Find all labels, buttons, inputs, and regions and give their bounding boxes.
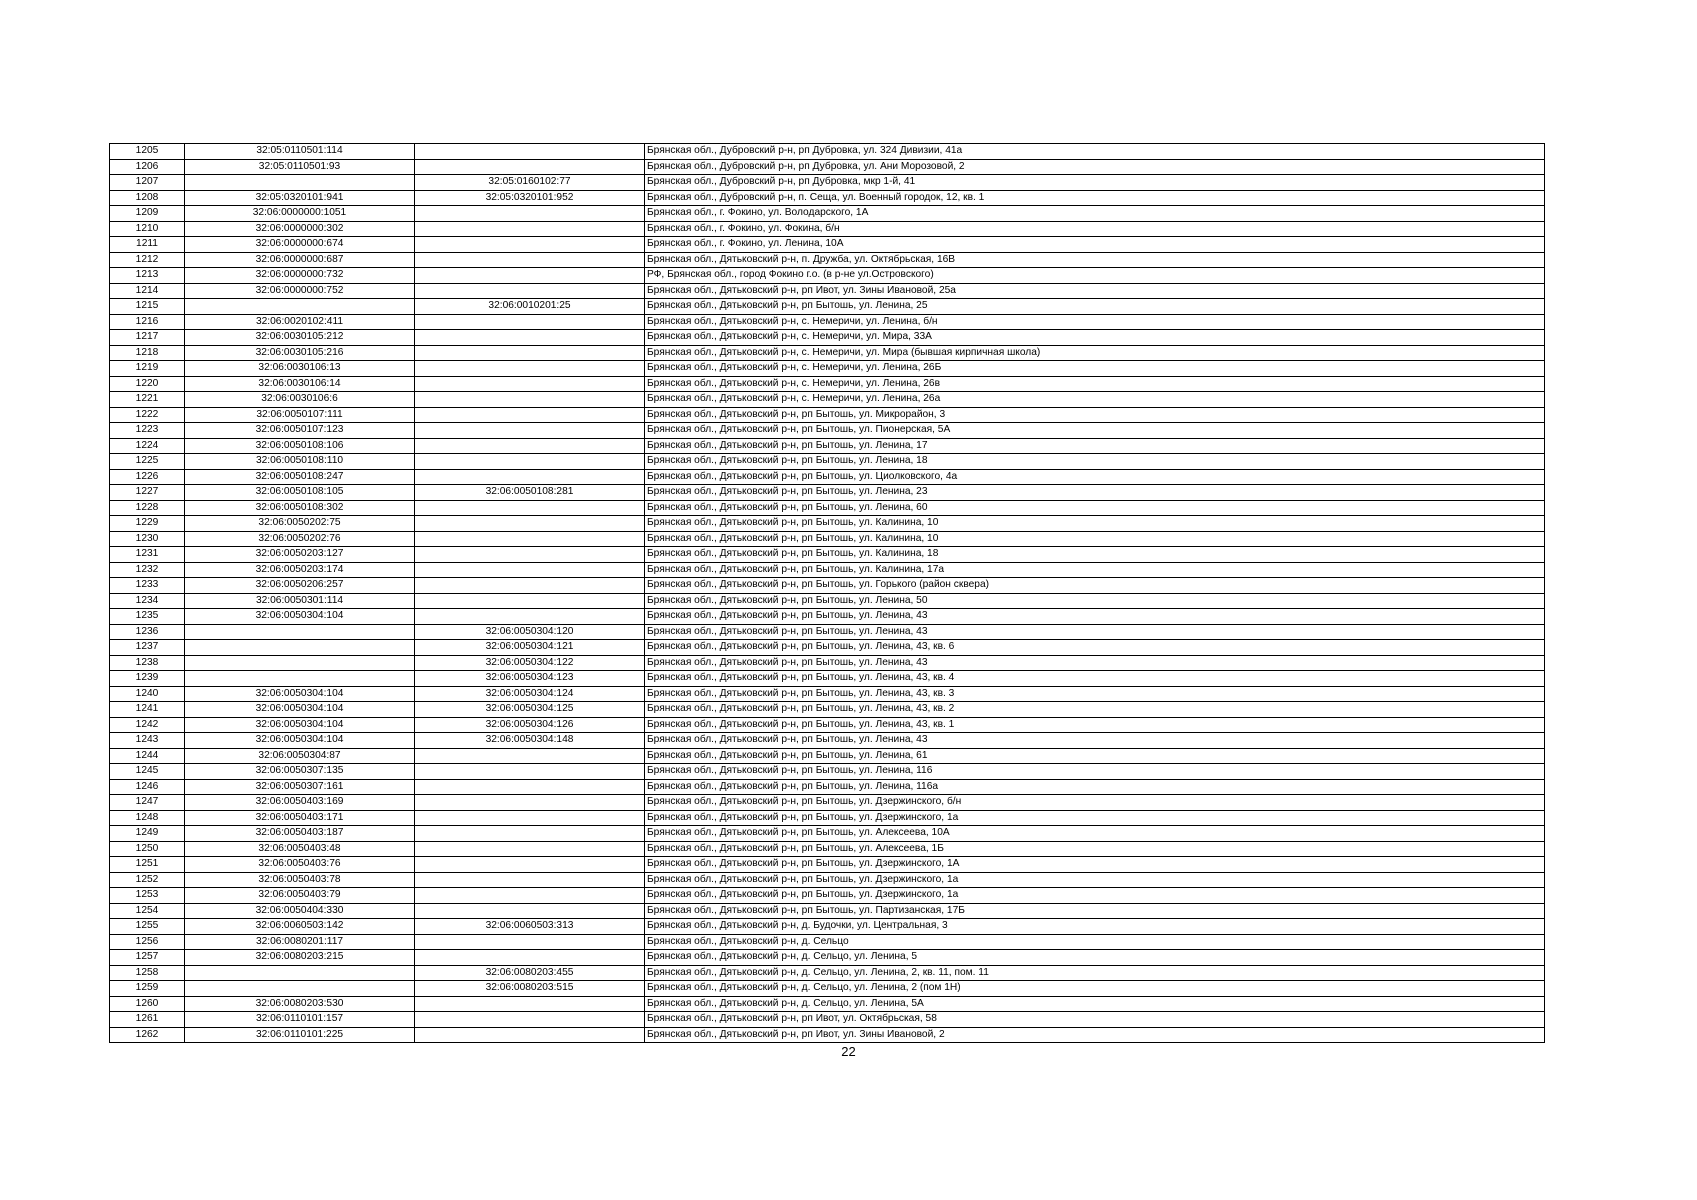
- table-row: [110, 175, 1545, 191]
- cadastral-number-cell: 32:06:0050403:48: [185, 841, 415, 857]
- cadastral-number-cell: 32:05:0110501:93: [185, 159, 415, 175]
- cadastral-number-room-cell: [415, 206, 645, 222]
- row-number-cell: 1247: [110, 795, 185, 811]
- row-number-cell: 1206: [110, 159, 185, 175]
- row-number-cell: 1238: [110, 655, 185, 671]
- address-cell: Брянская обл., Дятьковский р-н, рп Бытошь, ул. Дзержинского, б/н: [645, 795, 1545, 811]
- row-number-cell: 1212: [110, 252, 185, 268]
- row-number-cell: 1218: [110, 345, 185, 361]
- cadastral-number-room-cell: 32:06:0050304:125: [415, 702, 645, 718]
- cadastral-number-cell: 32:06:0000000:302: [185, 221, 415, 237]
- cadastral-number-cell: 32:06:0050202:75: [185, 516, 415, 532]
- address-cell: Брянская обл., Дятьковский р-н, рп Ивот, ул. Зины Ивановой, 2: [645, 1027, 1545, 1043]
- cadastral-number-room-cell: 32:06:0050304:126: [415, 717, 645, 733]
- table-row: [110, 609, 1545, 625]
- cadastral-number-room-cell: 32:06:0010201:25: [415, 299, 645, 315]
- address-cell: Брянская обл., Дятьковский р-н, рп Бытошь, ул. Ленина, 116а: [645, 779, 1545, 795]
- cadastral-number-cell: 32:06:0050304:87: [185, 748, 415, 764]
- address-cell: Брянская обл., Дятьковский р-н, рп Бытошь, ул. Ленина, 50: [645, 593, 1545, 609]
- row-number-cell: 1257: [110, 950, 185, 966]
- cadastral-number-cell: 32:06:0000000:1051: [185, 206, 415, 222]
- cadastral-number-room-cell: [415, 268, 645, 284]
- cadastral-number-cell: 32:06:0020102:411: [185, 314, 415, 330]
- address-cell: Брянская обл., Дятьковский р-н, рп Бытошь, ул. Калинина, 10: [645, 516, 1545, 532]
- cadastral-number-cell: 32:06:0050403:79: [185, 888, 415, 904]
- table-row: [110, 981, 1545, 997]
- table-row: [110, 888, 1545, 904]
- address-cell: Брянская обл., Дятьковский р-н, рп Бытошь, ул. Ленина, 43: [645, 609, 1545, 625]
- cadastral-number-cell: 32:06:0050403:187: [185, 826, 415, 842]
- table-row: [110, 221, 1545, 237]
- row-number-cell: 1211: [110, 237, 185, 253]
- cadastral-number-room-cell: [415, 950, 645, 966]
- cadastral-number-room-cell: [415, 593, 645, 609]
- table-row: [110, 485, 1545, 501]
- address-cell: Брянская обл., Дятьковский р-н, д. Сельцо, ул. Ленина, 5: [645, 950, 1545, 966]
- table-row: [110, 671, 1545, 687]
- cadastral-number-room-cell: [415, 252, 645, 268]
- row-number-cell: 1208: [110, 190, 185, 206]
- row-number-cell: 1244: [110, 748, 185, 764]
- row-number-cell: 1259: [110, 981, 185, 997]
- address-cell: Брянская обл., Дятьковский р-н, с. Немеричи, ул. Мира (бывшая кирпичная школа): [645, 345, 1545, 361]
- cadastral-number-room-cell: [415, 562, 645, 578]
- table-row: [110, 299, 1545, 315]
- cadastral-number-room-cell: [415, 826, 645, 842]
- cadastral-number-cell: [185, 175, 415, 191]
- row-number-cell: 1236: [110, 624, 185, 640]
- address-cell: Брянская обл., Дятьковский р-н, рп Бытошь, ул. Циолковского, 4а: [645, 469, 1545, 485]
- cadastral-number-room-cell: [415, 500, 645, 516]
- cadastral-number-room-cell: [415, 423, 645, 439]
- cadastral-number-cell: 32:06:0000000:732: [185, 268, 415, 284]
- address-cell: Брянская обл., г. Фокино, ул. Фокина, б/н: [645, 221, 1545, 237]
- cadastral-number-cell: 32:06:0050403:171: [185, 810, 415, 826]
- cadastral-number-room-cell: 32:06:0080203:515: [415, 981, 645, 997]
- row-number-cell: 1224: [110, 438, 185, 454]
- row-number-cell: 1240: [110, 686, 185, 702]
- row-number-cell: 1239: [110, 671, 185, 687]
- cadastral-number-room-cell: [415, 330, 645, 346]
- cadastral-number-cell: 32:06:0080203:215: [185, 950, 415, 966]
- address-cell: Брянская обл., Дятьковский р-н, рп Бытошь, ул. Микрорайон, 3: [645, 407, 1545, 423]
- cadastral-number-room-cell: [415, 516, 645, 532]
- row-number-cell: 1214: [110, 283, 185, 299]
- table-row: [110, 206, 1545, 222]
- address-cell: Брянская обл., Дятьковский р-н, рп Бытошь, ул. Ленина, 43: [645, 624, 1545, 640]
- row-number-cell: 1241: [110, 702, 185, 718]
- row-number-cell: 1226: [110, 469, 185, 485]
- row-number-cell: 1215: [110, 299, 185, 315]
- cadastral-number-room-cell: [415, 795, 645, 811]
- row-number-cell: 1210: [110, 221, 185, 237]
- cadastral-number-room-cell: [415, 159, 645, 175]
- table-row: [110, 996, 1545, 1012]
- table-row: [110, 841, 1545, 857]
- row-number-cell: 1251: [110, 857, 185, 873]
- cadastral-number-cell: 32:05:0320101:941: [185, 190, 415, 206]
- address-cell: Брянская обл., Дубровский р-н, рп Дубровка, мкр 1-й, 41: [645, 175, 1545, 191]
- address-cell: Брянская обл., Дятьковский р-н, рп Бытошь, ул. Ленина, 17: [645, 438, 1545, 454]
- cadastral-number-room-cell: 32:06:0050304:122: [415, 655, 645, 671]
- cadastral-number-room-cell: 32:06:0050304:123: [415, 671, 645, 687]
- address-cell: Брянская обл., Дятьковский р-н, рп Бытошь, ул. Дзержинского, 1а: [645, 810, 1545, 826]
- table-row: [110, 857, 1545, 873]
- cadastral-number-cell: 32:06:0030106:6: [185, 392, 415, 408]
- row-number-cell: 1213: [110, 268, 185, 284]
- cadastral-number-cell: 32:06:0050304:104: [185, 686, 415, 702]
- address-cell: Брянская обл., Дятьковский р-н, рп Бытошь, ул. Ленина, 116: [645, 764, 1545, 780]
- table-row: [110, 795, 1545, 811]
- cadastral-number-cell: 32:06:0050307:135: [185, 764, 415, 780]
- address-cell: Брянская обл., Дятьковский р-н, рп Ивот, ул. Октябрьская, 58: [645, 1012, 1545, 1028]
- table-row: [110, 376, 1545, 392]
- address-cell: Брянская обл., г. Фокино, ул. Ленина, 10А: [645, 237, 1545, 253]
- table-row: [110, 500, 1545, 516]
- cadastral-number-cell: 32:06:0050108:110: [185, 454, 415, 470]
- cadastral-number-room-cell: 32:06:0050304:120: [415, 624, 645, 640]
- row-number-cell: 1232: [110, 562, 185, 578]
- cadastral-number-room-cell: 32:06:0050304:148: [415, 733, 645, 749]
- address-cell: Брянская обл., Дятьковский р-н, рп Бытошь, ул. Ленина, 61: [645, 748, 1545, 764]
- cadastral-number-room-cell: [415, 407, 645, 423]
- row-number-cell: 1227: [110, 485, 185, 501]
- table-row: [110, 640, 1545, 656]
- cadastral-number-cell: 32:06:0050108:302: [185, 500, 415, 516]
- cadastral-number-room-cell: 32:06:0060503:313: [415, 919, 645, 935]
- address-cell: Брянская обл., Дятьковский р-н, д. Сельцо, ул. Ленина, 2 (пом 1Н): [645, 981, 1545, 997]
- table-row: [110, 159, 1545, 175]
- cadastral-number-cell: 32:06:0050307:161: [185, 779, 415, 795]
- table-row: [110, 330, 1545, 346]
- cadastral-number-room-cell: [415, 872, 645, 888]
- cadastral-number-room-cell: [415, 764, 645, 780]
- cadastral-number-room-cell: [415, 469, 645, 485]
- row-number-cell: 1242: [110, 717, 185, 733]
- table-row: [110, 314, 1545, 330]
- cadastral-number-room-cell: [415, 361, 645, 377]
- cadastral-number-cell: 32:06:0050404:330: [185, 903, 415, 919]
- cadastral-number-cell: 32:06:0050304:104: [185, 733, 415, 749]
- cadastral-number-room-cell: [415, 857, 645, 873]
- address-cell: Брянская обл., Дятьковский р-н, рп Бытошь, ул. Ленина, 43, кв. 2: [645, 702, 1545, 718]
- row-number-cell: 1235: [110, 609, 185, 625]
- table-row: [110, 190, 1545, 206]
- table-row: [110, 252, 1545, 268]
- cadastral-number-room-cell: [415, 392, 645, 408]
- cadastral-number-room-cell: [415, 779, 645, 795]
- row-number-cell: 1248: [110, 810, 185, 826]
- address-cell: Брянская обл., Дубровский р-н, рп Дубровка, ул. 324 Дивизии, 41а: [645, 144, 1545, 160]
- registry-table: [109, 143, 1545, 1043]
- address-cell: Брянская обл., Дятьковский р-н, д. Сельцо, ул. Ленина, 2, кв. 11, пом. 11: [645, 965, 1545, 981]
- cadastral-number-room-cell: [415, 531, 645, 547]
- address-cell: Брянская обл., Дятьковский р-н, рп Бытошь, ул. Пионерская, 5А: [645, 423, 1545, 439]
- address-cell: Брянская обл., Дятьковский р-н, с. Немеричи, ул. Мира, 33А: [645, 330, 1545, 346]
- table-row: [110, 345, 1545, 361]
- row-number-cell: 1245: [110, 764, 185, 780]
- address-cell: Брянская обл., Дятьковский р-н, рп Бытошь, ул. Ленина, 23: [645, 485, 1545, 501]
- table-row: [110, 1027, 1545, 1043]
- cadastral-number-cell: 32:06:0050108:105: [185, 485, 415, 501]
- row-number-cell: 1223: [110, 423, 185, 439]
- address-cell: Брянская обл., Дятьковский р-н, с. Немеричи, ул. Ленина, 26а: [645, 392, 1545, 408]
- table-row: [110, 531, 1545, 547]
- row-number-cell: 1219: [110, 361, 185, 377]
- table-row: [110, 826, 1545, 842]
- cadastral-number-room-cell: 32:06:0050304:121: [415, 640, 645, 656]
- cadastral-number-room-cell: [415, 888, 645, 904]
- table-row: [110, 779, 1545, 795]
- address-cell: Брянская обл., Дубровский р-н, рп Дубровка, ул. Ани Морозовой, 2: [645, 159, 1545, 175]
- table-row: [110, 454, 1545, 470]
- cadastral-number-room-cell: [415, 903, 645, 919]
- table-row: [110, 748, 1545, 764]
- page-number: 22: [841, 1044, 856, 1059]
- table-row: [110, 392, 1545, 408]
- address-cell: Брянская обл., Дятьковский р-н, д. Сельцо: [645, 934, 1545, 950]
- table-row: [110, 686, 1545, 702]
- address-cell: Брянская обл., Дятьковский р-н, рп Бытошь, ул. Дзержинского, 1а: [645, 872, 1545, 888]
- address-cell: Брянская обл., Дятьковский р-н, рп Бытошь, ул. Ленина, 43, кв. 3: [645, 686, 1545, 702]
- cadastral-number-room-cell: [415, 376, 645, 392]
- cadastral-number-room-cell: [415, 144, 645, 160]
- cadastral-number-cell: 32:06:0050304:104: [185, 717, 415, 733]
- cadastral-number-room-cell: [415, 345, 645, 361]
- address-cell: Брянская обл., Дятьковский р-н, рп Бытошь, ул. Ленина, 25: [645, 299, 1545, 315]
- address-cell: Брянская обл., Дятьковский р-н, рп Бытошь, ул. Ленина, 18: [645, 454, 1545, 470]
- row-number-cell: 1231: [110, 547, 185, 563]
- cadastral-number-cell: 32:06:0050304:104: [185, 609, 415, 625]
- table-row: [110, 919, 1545, 935]
- address-cell: Брянская обл., Дятьковский р-н, д. Сельцо, ул. Ленина, 5А: [645, 996, 1545, 1012]
- cadastral-number-cell: 32:06:0000000:674: [185, 237, 415, 253]
- row-number-cell: 1243: [110, 733, 185, 749]
- cadastral-number-cell: 32:06:0080203:530: [185, 996, 415, 1012]
- table-row: [110, 469, 1545, 485]
- address-cell: Брянская обл., Дятьковский р-н, рп Бытошь, ул. Ленина, 43, кв. 6: [645, 640, 1545, 656]
- cadastral-number-cell: [185, 640, 415, 656]
- cadastral-number-cell: 32:06:0050403:76: [185, 857, 415, 873]
- cadastral-number-cell: 32:06:0080201:117: [185, 934, 415, 950]
- row-number-cell: 1229: [110, 516, 185, 532]
- cadastral-number-room-cell: [415, 996, 645, 1012]
- cadastral-number-cell: 32:06:0050301:114: [185, 593, 415, 609]
- cadastral-number-cell: [185, 624, 415, 640]
- table-row: [110, 655, 1545, 671]
- table-row: [110, 764, 1545, 780]
- cadastral-number-cell: 32:06:0030105:212: [185, 330, 415, 346]
- row-number-cell: 1256: [110, 934, 185, 950]
- table-row: [110, 578, 1545, 594]
- table-row: [110, 872, 1545, 888]
- cadastral-number-cell: [185, 299, 415, 315]
- row-number-cell: 1216: [110, 314, 185, 330]
- row-number-cell: 1254: [110, 903, 185, 919]
- cadastral-number-cell: 32:06:0030106:13: [185, 361, 415, 377]
- cadastral-number-cell: 32:06:0110101:225: [185, 1027, 415, 1043]
- cadastral-number-cell: [185, 655, 415, 671]
- row-number-cell: 1205: [110, 144, 185, 160]
- cadastral-number-cell: 32:06:0050107:111: [185, 407, 415, 423]
- cadastral-number-cell: 32:06:0110101:157: [185, 1012, 415, 1028]
- cadastral-number-cell: 32:06:0030105:216: [185, 345, 415, 361]
- cadastral-number-room-cell: [415, 438, 645, 454]
- registry-table-body: [110, 144, 1545, 1043]
- cadastral-number-cell: 32:06:0050108:247: [185, 469, 415, 485]
- table-row: [110, 237, 1545, 253]
- table-row: [110, 950, 1545, 966]
- row-number-cell: 1253: [110, 888, 185, 904]
- cadastral-number-cell: 32:06:0050107:123: [185, 423, 415, 439]
- cadastral-number-room-cell: [415, 578, 645, 594]
- table-row: [110, 810, 1545, 826]
- address-cell: РФ, Брянская обл., город Фокино г.о. (в р-не ул.Островского): [645, 268, 1545, 284]
- cadastral-number-cell: 32:05:0110501:114: [185, 144, 415, 160]
- row-number-cell: 1255: [110, 919, 185, 935]
- row-number-cell: 1250: [110, 841, 185, 857]
- row-number-cell: 1225: [110, 454, 185, 470]
- table-row: [110, 733, 1545, 749]
- row-number-cell: 1249: [110, 826, 185, 842]
- table-row: [110, 702, 1545, 718]
- table-row: [110, 547, 1545, 563]
- address-cell: Брянская обл., Дятьковский р-н, д. Будочки, ул. Центральная, 3: [645, 919, 1545, 935]
- row-number-cell: 1222: [110, 407, 185, 423]
- address-cell: Брянская обл., Дятьковский р-н, рп Бытошь, ул. Дзержинского, 1а: [645, 888, 1545, 904]
- row-number-cell: 1230: [110, 531, 185, 547]
- cadastral-number-cell: [185, 965, 415, 981]
- table-row: [110, 516, 1545, 532]
- table-row: [110, 438, 1545, 454]
- table-row: [110, 144, 1545, 160]
- address-cell: Брянская обл., Дятьковский р-н, п. Дружба, ул. Октябрьская, 16В: [645, 252, 1545, 268]
- cadastral-number-cell: [185, 671, 415, 687]
- cadastral-number-room-cell: [415, 314, 645, 330]
- row-number-cell: 1234: [110, 593, 185, 609]
- address-cell: Брянская обл., Дятьковский р-н, с. Немеричи, ул. Ленина, 26Б: [645, 361, 1545, 377]
- cadastral-number-cell: 32:06:0050108:106: [185, 438, 415, 454]
- row-number-cell: 1217: [110, 330, 185, 346]
- cadastral-number-cell: 32:06:0050403:78: [185, 872, 415, 888]
- address-cell: Брянская обл., Дятьковский р-н, рп Бытошь, ул. Ленина, 43, кв. 4: [645, 671, 1545, 687]
- row-number-cell: 1220: [110, 376, 185, 392]
- address-cell: Брянская обл., Дятьковский р-н, рп Бытошь, ул. Калинина, 17а: [645, 562, 1545, 578]
- cadastral-number-room-cell: 32:05:0160102:77: [415, 175, 645, 191]
- cadastral-number-cell: 32:06:0050304:104: [185, 702, 415, 718]
- address-cell: Брянская обл., Дятьковский р-н, рп Бытошь, ул. Ленина, 43: [645, 733, 1545, 749]
- row-number-cell: 1258: [110, 965, 185, 981]
- table-row: [110, 562, 1545, 578]
- table-row: [110, 407, 1545, 423]
- table-row: [110, 593, 1545, 609]
- address-cell: Брянская обл., Дятьковский р-н, рп Бытошь, ул. Дзержинского, 1А: [645, 857, 1545, 873]
- row-number-cell: 1233: [110, 578, 185, 594]
- cadastral-number-room-cell: [415, 1012, 645, 1028]
- cadastral-number-cell: [185, 981, 415, 997]
- address-cell: Брянская обл., Дятьковский р-н, рп Бытошь, ул. Партизанская, 17Б: [645, 903, 1545, 919]
- address-cell: Брянская обл., Дятьковский р-н, рп Бытошь, ул. Калинина, 18: [645, 547, 1545, 563]
- cadastral-number-room-cell: [415, 221, 645, 237]
- row-number-cell: 1260: [110, 996, 185, 1012]
- row-number-cell: 1246: [110, 779, 185, 795]
- cadastral-number-cell: 32:06:0050202:76: [185, 531, 415, 547]
- table-row: [110, 268, 1545, 284]
- cadastral-number-room-cell: [415, 237, 645, 253]
- address-cell: Брянская обл., Дятьковский р-н, с. Немеричи, ул. Ленина, 26в: [645, 376, 1545, 392]
- cadastral-number-cell: 32:06:0050206:257: [185, 578, 415, 594]
- table-row: [110, 624, 1545, 640]
- address-cell: Брянская обл., Дятьковский р-н, с. Немеричи, ул. Ленина, б/н: [645, 314, 1545, 330]
- address-cell: Брянская обл., г. Фокино, ул. Володарского, 1А: [645, 206, 1545, 222]
- row-number-cell: 1252: [110, 872, 185, 888]
- address-cell: Брянская обл., Дятьковский р-н, рп Бытошь, ул. Алексеева, 1Б: [645, 841, 1545, 857]
- address-cell: Брянская обл., Дятьковский р-н, рп Бытошь, ул. Калинина, 10: [645, 531, 1545, 547]
- cadastral-number-room-cell: [415, 841, 645, 857]
- cadastral-number-cell: 32:06:0050403:169: [185, 795, 415, 811]
- address-cell: Брянская обл., Дятьковский р-н, рп Бытошь, ул. Горького (район сквера): [645, 578, 1545, 594]
- cadastral-number-room-cell: [415, 748, 645, 764]
- cadastral-number-room-cell: 32:06:0050304:124: [415, 686, 645, 702]
- row-number-cell: 1262: [110, 1027, 185, 1043]
- cadastral-number-cell: 32:06:0060503:142: [185, 919, 415, 935]
- cadastral-number-room-cell: [415, 283, 645, 299]
- table-row: [110, 283, 1545, 299]
- cadastral-number-room-cell: 32:06:0080203:455: [415, 965, 645, 981]
- address-cell: Брянская обл., Дубровский р-н, п. Сеща, ул. Военный городок, 12, кв. 1: [645, 190, 1545, 206]
- row-number-cell: 1221: [110, 392, 185, 408]
- row-number-cell: 1261: [110, 1012, 185, 1028]
- table-row: [110, 934, 1545, 950]
- table-row: [110, 965, 1545, 981]
- table-row: [110, 1012, 1545, 1028]
- address-cell: Брянская обл., Дятьковский р-н, рп Бытошь, ул. Ленина, 43, кв. 1: [645, 717, 1545, 733]
- cadastral-number-room-cell: 32:05:0320101:952: [415, 190, 645, 206]
- address-cell: Брянская обл., Дятьковский р-н, рп Бытошь, ул. Алексеева, 10А: [645, 826, 1545, 842]
- row-number-cell: 1207: [110, 175, 185, 191]
- cadastral-number-room-cell: [415, 609, 645, 625]
- address-cell: Брянская обл., Дятьковский р-н, рп Ивот, ул. Зины Ивановой, 25а: [645, 283, 1545, 299]
- cadastral-number-room-cell: 32:06:0050108:281: [415, 485, 645, 501]
- table-row: [110, 361, 1545, 377]
- row-number-cell: 1237: [110, 640, 185, 656]
- row-number-cell: 1228: [110, 500, 185, 516]
- address-cell: Брянская обл., Дятьковский р-н, рп Бытошь, ул. Ленина, 60: [645, 500, 1545, 516]
- row-number-cell: 1209: [110, 206, 185, 222]
- table-row: [110, 903, 1545, 919]
- cadastral-number-room-cell: [415, 934, 645, 950]
- cadastral-number-room-cell: [415, 547, 645, 563]
- cadastral-number-cell: 32:06:0000000:752: [185, 283, 415, 299]
- cadastral-number-cell: 32:06:0050203:174: [185, 562, 415, 578]
- table-row: [110, 717, 1545, 733]
- cadastral-number-room-cell: [415, 1027, 645, 1043]
- cadastral-number-cell: 32:06:0050203:127: [185, 547, 415, 563]
- table-row: [110, 423, 1545, 439]
- cadastral-number-room-cell: [415, 454, 645, 470]
- cadastral-number-cell: 32:06:0000000:687: [185, 252, 415, 268]
- address-cell: Брянская обл., Дятьковский р-н, рп Бытошь, ул. Ленина, 43: [645, 655, 1545, 671]
- cadastral-number-room-cell: [415, 810, 645, 826]
- cadastral-number-cell: 32:06:0030106:14: [185, 376, 415, 392]
